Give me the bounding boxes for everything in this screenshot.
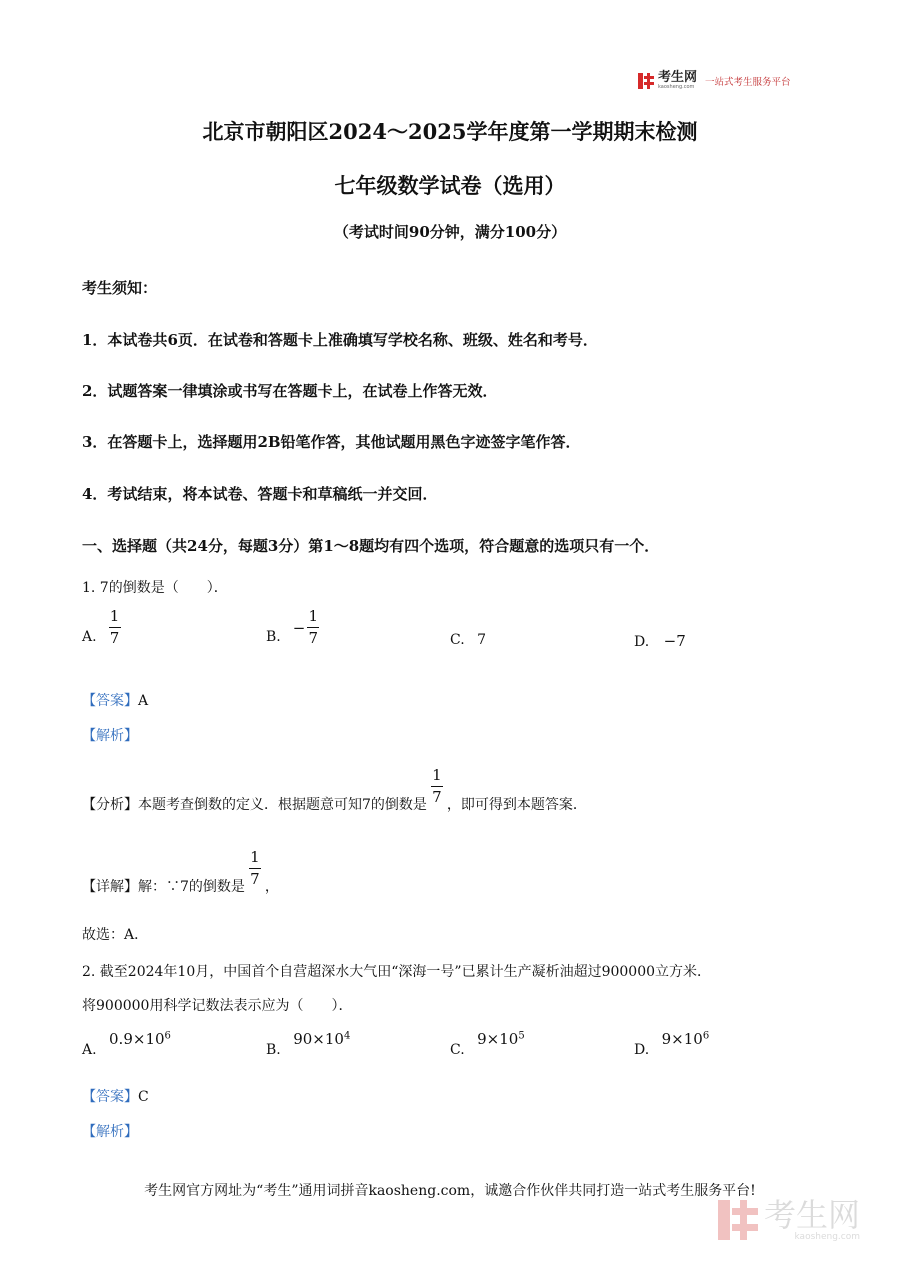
fraction bbox=[431, 767, 443, 806]
option-label: C. bbox=[450, 632, 465, 648]
option-c bbox=[450, 632, 486, 648]
exponent: 6 bbox=[164, 1030, 171, 1042]
logo-name: 考生网 bbox=[658, 70, 698, 85]
answer-line bbox=[82, 690, 148, 710]
section-heading: 一、选择题（共24分，每题3分）第1～8题均有四个选项，符合题意的选项只有一个． bbox=[82, 537, 660, 555]
logo-domain: kaosheng.com bbox=[658, 84, 695, 90]
option-value: 9×10 bbox=[477, 1030, 519, 1048]
numerator: 1 bbox=[432, 765, 442, 784]
logo-icon bbox=[638, 73, 654, 89]
numerator: 1 bbox=[250, 847, 260, 866]
exponent: 6 bbox=[702, 1030, 710, 1042]
option-c bbox=[450, 1030, 525, 1058]
option-label: D. bbox=[634, 634, 650, 650]
fraction bbox=[307, 608, 319, 647]
analysis-tag: 【分析】 bbox=[82, 797, 138, 813]
exponent: 5 bbox=[518, 1030, 525, 1042]
option-b bbox=[266, 608, 319, 647]
denominator: 7 bbox=[250, 869, 260, 888]
answer-line bbox=[82, 1086, 149, 1106]
denominator: 7 bbox=[308, 629, 319, 647]
notice-item: 2．试题答案一律填涂或书写在答题卡上，在试卷上作答无效． bbox=[82, 382, 498, 400]
option-b bbox=[266, 1030, 351, 1058]
option-a bbox=[82, 1030, 171, 1058]
fraction bbox=[109, 608, 121, 647]
logo-slogan: 一站式考生服务平台 bbox=[705, 77, 791, 88]
question-stem-cont: 将900000用科学记数法表示应为（ ）． bbox=[82, 998, 353, 1014]
option-value: 9×10 bbox=[661, 1030, 703, 1048]
notice-item: 4．考试结束，将本试卷、答题卡和草稿纸一并交回． bbox=[82, 485, 438, 503]
option-label: A. bbox=[82, 628, 97, 645]
question-stem: 1. 7的倒数是（ ）． bbox=[82, 580, 228, 596]
jiexi-tag: 【解析】 bbox=[82, 728, 138, 744]
conclusion: 故选：A． bbox=[82, 927, 149, 943]
option-d bbox=[634, 632, 686, 650]
option-label: B. bbox=[266, 1042, 281, 1058]
option-label: C. bbox=[450, 1042, 465, 1058]
notice-heading: 考生须知： bbox=[82, 279, 158, 297]
watermark-domain: kaosheng.com bbox=[794, 1232, 861, 1242]
option-value: −7 bbox=[663, 632, 686, 650]
option-value: 90×10 bbox=[293, 1030, 344, 1048]
option-a bbox=[82, 608, 121, 647]
option-label: B. bbox=[266, 628, 281, 645]
notice-item: 3．在答题卡上，选择题用2B铅笔作答，其他试题用黑色字迹签字笔作答． bbox=[82, 433, 581, 451]
watermark-logo-icon bbox=[718, 1200, 758, 1240]
option-d bbox=[634, 1030, 710, 1058]
question-stem: 2. 截至2024年10月，中国首个自营超深水大气田“深海一号”已累计生产凝析油超过900000立方米． bbox=[82, 964, 712, 980]
option-value: 0.9×10 bbox=[109, 1030, 165, 1048]
answer-value: A bbox=[138, 693, 149, 709]
jiexi-tag: 【解析】 bbox=[82, 1124, 138, 1140]
page-subtitle: 七年级数学试卷（选用） bbox=[334, 173, 566, 198]
detail-text: 解：∵7的倒数是 bbox=[138, 879, 245, 895]
exam-info: （考试时间90分钟，满分100分） bbox=[333, 223, 567, 241]
detail-tail: ， bbox=[264, 879, 279, 895]
analysis-line bbox=[82, 758, 587, 814]
watermark-name: 考生网 bbox=[764, 1196, 861, 1234]
analysis-text: 本题考查倒数的定义．根据题意可知7的倒数是 bbox=[138, 797, 427, 813]
denominator: 7 bbox=[109, 629, 120, 647]
minus-sign: − bbox=[292, 618, 306, 637]
option-value: 7 bbox=[477, 632, 487, 648]
notice-item: 1．本试卷共6页．在试卷和答题卡上准确填写学校名称、班级、姓名和考号． bbox=[82, 331, 598, 349]
detail-tag: 【详解】 bbox=[82, 879, 138, 895]
footer-text: 考生网官方网址为“考生”通用词拼音kaosheng.com，诚邀合作伙伴共同打造一站式考生服务平台! bbox=[144, 1183, 756, 1199]
answer-tag: 【答案】 bbox=[82, 1089, 138, 1105]
numerator: 1 bbox=[308, 607, 319, 625]
option-label: A. bbox=[82, 1042, 97, 1058]
denominator: 7 bbox=[432, 787, 442, 806]
answer-tag: 【答案】 bbox=[82, 693, 138, 709]
answer-value: C bbox=[138, 1089, 149, 1105]
site-logo[interactable] bbox=[638, 72, 791, 90]
numerator: 1 bbox=[109, 607, 120, 625]
watermark bbox=[718, 1198, 860, 1242]
option-label: D. bbox=[634, 1042, 650, 1058]
analysis-tail: ，即可得到本题答案． bbox=[446, 797, 587, 813]
exponent: 4 bbox=[343, 1030, 351, 1042]
fraction bbox=[249, 849, 261, 888]
page-title: 北京市朝阳区2024～2025学年度第一学期期末检测 bbox=[202, 119, 698, 144]
detail-line bbox=[82, 840, 279, 896]
